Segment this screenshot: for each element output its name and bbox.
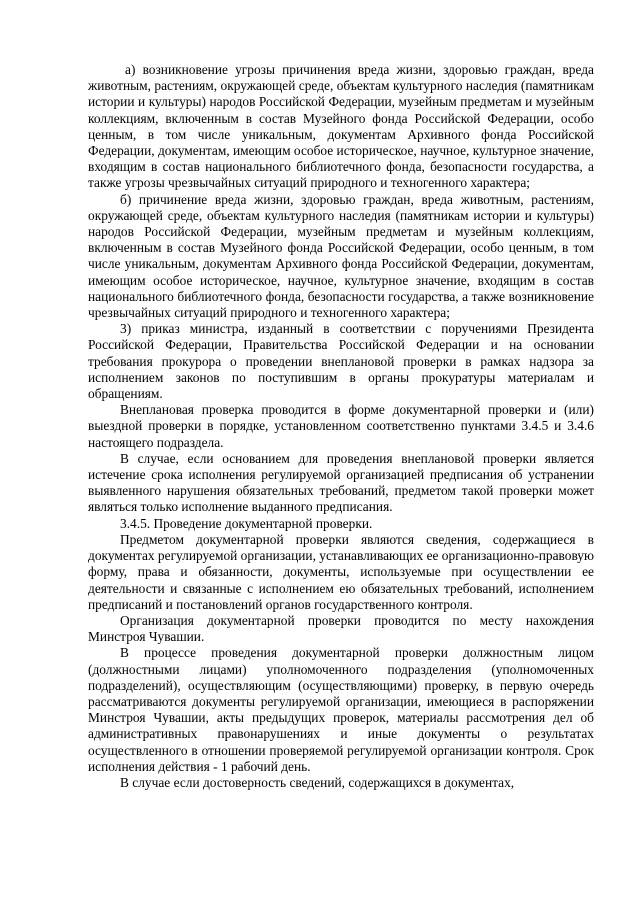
paragraph-prescription-deadline: В случае, если основанием для проведения внеплановой проверки является истечение срока исполнения регулируемой организацией предписания об устранении выявленного нарушения обязательных требований, предметом такой проверки может являться только исполнение выданного предписания.	[88, 450, 594, 515]
paragraph-subject-of-check: Предметом документарной проверки являются сведения, содержащиеся в документах регулируемой организации, устанавливающих ее организационно-правовую форму, права и обязанности, документы, используемые при осуществлении ее деятельности и связанные с исполнением ею обязательных требований, исполнением предписаний и постановлений органов государственного контроля.	[88, 531, 595, 612]
paragraph-check-process: В процессе проведения документарной проверки должностным лицом (должностными лицами) уполномоченного подразделения (уполномоченных подразделений), осуществляющим (осуществляющими) проверку, в первую очередь рассматриваются документы регулируемой организации, имеющиеся в распоряжении Минстроя Чувашии, акты предыдущих проверок, материалы рассмотрения дел об административных правонарушениях и иные документы о результатах осуществленного в отношении проверяемой регулируемой организации контроля. Срок исполнения действия - 1 рабочий день.	[88, 645, 594, 774]
paragraph-a: а) возникновение угрозы причинения вреда жизни, здоровью граждан, вреда животным, растениям, окружающей среде, объектам культурного наследия (памятникам истории и культуры) народов Российской Федерации, музейным предметам и музейным коллекциям, включенным в состав Музейного фонда Российской Федерации, особо ценным, в том числе уникальным, документам Архивного фонда Российской Федерации, документам, имеющим особое историческое, научное, культурное значение, входящим в состав национального библиотечного фонда, безопасности государства, а также угрозы чрезвычайных ситуаций природного и техногенного характера;	[88, 62, 594, 191]
paragraph-unscheduled-check: Внеплановая проверка проводится в форме документарной проверки и (или) выездной проверки в порядке, установленном соответственно пунктами 3.4.5 и 3.4.6 настоящего подраздела.	[88, 402, 594, 450]
document-page	[88, 62, 594, 791]
paragraph-3: 3) приказ министра, изданный в соответствии с поручениями Президента Российской Федерации, Правительства Российской Федерации и на основании требования прокурора о проведении внеплановой проверки в рамках надзора за исполнением законов по поступившим в органы прокуратуры материалам и обращениям.	[88, 321, 594, 402]
paragraph-reliability: В случае если достоверность сведений, содержащихся в документах,	[120, 774, 515, 790]
paragraph-check-location: Организация документарной проверки проводится по месту нахождения Минстроя Чувашии.	[88, 612, 594, 645]
section-heading-3-4-5: 3.4.5. Проведение документарной проверки.	[120, 515, 373, 531]
paragraph-b: б) причинение вреда жизни, здоровью граждан, вреда животным, растениям, окружающей среде, объектам культурного наследия (памятникам истории и культуры) народов Российской Федерации, музейным предметам и музейным коллекциям, включенным в состав Музейного фонда Российской Федерации, особо ценным, в том числе уникальным, документам Архивного фонда Российской Федерации, документам, имеющим особое историческое, научное, культурное значение, входящим в состав национального библиотечного фонда, безопасности государства, а также возникновение чрезвычайных ситуаций природного и техногенного характера;	[88, 191, 594, 321]
